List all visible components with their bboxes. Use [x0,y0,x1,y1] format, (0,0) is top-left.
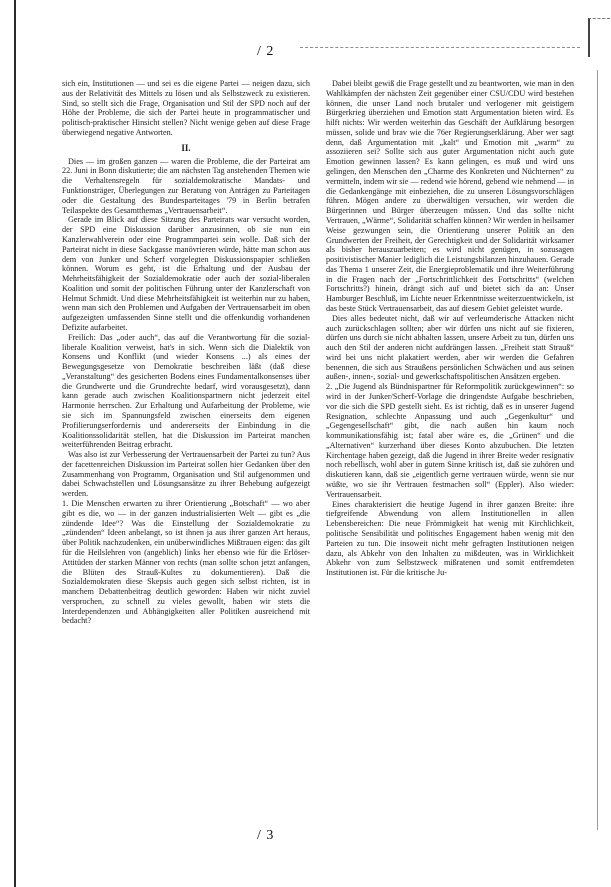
paragraph: Freilich: Das „oder auch“, das auf die Verantwortung für die sozial-liberale Koalition verweist, hat's in sich. Wenn sich die Dialektik von Konsens und Konflikt (und wieder Konsens ...) als eines der Bewegungsgesetze von Demokratie beschreiben läßt (daß diese „Veranstaltung“ des gesicherten Bodens eines Fundamentalkonsenses über die Grundwerte und die Grundrechte bedarf, wird vorausgesetzt), dann kann gerade auch zwischen Koalitionspartnern nicht jederzeit eitel Harmonie herrschen. Zur Erhaltung und Aufarbeitung der Probleme, wie sie sich im Spannungsfeld zwischen einerseits dem eigenen Profilierungserfordernis und andererseits der Einbindung in die Koalitionssolidarität stellen, hat die Diskussion im Parteirat manchen weiterführenden Beitrag erbracht. [62,332,310,450]
page-number-bottom: / 3 [257,828,275,843]
section-heading: II. [181,142,191,153]
paragraph: Gerade im Blick auf diese Sitzung des Parteirats war versucht worden, der SPD eine Diskussion darüber anzusinnen, ob sie nun ein Kanzlerwahlverein oder eine Programmpartei sein wolle. Daß sich der Parteirat nicht in diese Sackgasse manövrieren würde, hätte man schon aus dem von Junker und Scherf vorgelegten Diskussionspapier schließen können. Worum es geht, ist die Erhaltung und der Ausbau der Mehrheitsfähigkeit der Sozialdemokratie oder auch der sozial-liberalen Koalition und somit der politischen Führung unter der Kanzlerschaft von Helmut Schmidt. Und diese Mehrheitsfähigkeit ist weiterhin nur zu haben, wenn man sich den Problemen und Aufgaben der Vertrauensarbeit im oben aufgezeigten umfassenden Sinne stellt und die offenkundig vorhandenen Defizite aufarbeitet. [62,215,310,332]
top-dashed-rule [300,47,580,48]
paragraph: 1. Die Menschen erwarten zu ihrer Orientierung „Botschaft“ — wo aber gibt es die, wo — in der ganzen industrialisierten Welt — gibt es „die zündende Idee“? Was die Einstellung der Sozialdemokratie zu „zündenden“ Ideen anbelangt, so ist ihnen ja aus ihrer ganzen Art heraus, über Politik nachzudenken, ein unüberwindliches Mißtrauen eigen: das gilt für die Heilslehren von (angeblich) links her ebenso wie für die Erlöser-Attitüden der starken Männer von rechts (man sollte schon jetzt anfangen, die Blüten des Strauß-Kultes zu dokumentieren). Daß die Sozialdemokraten diese Skepsis auch gegen sich selbst richten, ist in manchem Debattenbeitrag deutlich geworden: Haben wir nicht zuviel versprochen, zu schnell zu vieles gewollt, haben wir stets die Interdependenzen und Abhängigkeiten aller Politiken ausreichend mit bedacht? [62,499,310,626]
paragraph: Dies alles bedeutet nicht, daß wir auf verleumderische Attacken nicht auch zurückschlagen sollten; aber wir dürfen uns nicht auf sie fixieren, dürfen uns durch sie nicht abhalten lassen, unsere Arbeit zu tun, dürfen uns auch den Stil der anderen nicht aufdrängen lassen. „Freiheit statt Strauß“ wird bei uns nicht plakatiert werden, aber wir werden die Gefahren benennen, die sich aus Straußens persönlichen Schwächen und aus seinen außen-, innen-, sozial- und gewerkschaftspolitischen Ansätzen ergeben. [326,313,574,382]
page-edge-left [14,0,16,887]
paragraph: Eines charakterisiert die heutige Jugend in ihrer ganzen Breite: ihre tiefgreifende Abwendung von allem Institutionellen in allen Lebensbereichen: Die neue Frömmigkeit hat wenig mit Kirchlichkeit, politische Sensibilität und politisches Engagement haben wenig mit den Parteien zu tun. Die insoweit nicht mehr gefragten Institutionen neigen dazu, als Abkehr von den Inhalten zu mißdeuten, was in Wirklichkeit Abkehr von zum Selbstzweck mißratenen und somit entfremdeten Institutionen ist. Für die kritische Ju- [326,499,574,578]
right-column [326,79,574,578]
corner-scan-mark [588,18,610,57]
page-number-top: / 2 [257,44,275,59]
paragraph: Was also ist zur Verbesserung der Vertrauensarbeit der Partei zu tun? Aus der facettenreichen Diskussion im Parteirat sollen hier Gedanken über den Zusammenhang von Programm, Organisation und Stil aufgenommen und dabei Schwachstellen und Lösungsansätze zu ihrer Behebung aufgezeigt werden. [62,450,310,499]
paragraph: Dabei bleibt gewiß die Frage gestellt und zu beantworten, wie man in den Wahlkämpfen der nächsten Zeit gegenüber einer CSU/CDU wird bestehen können, die unser Land noch brutaler und verlogener mit geistigem Bürgerkrieg überziehen und Emotion statt Argumentation bieten wird. Es hilft nichts: Wir werden weiterhin das Geschäft der Aufklärung besorgen müssen, solide und brav wie die 76er Regierungserklärung. Aber wer sagt denn, daß Argumentation mit „kalt“ und Emotion mit „warm“ zu assoziieren sei? Sollte sich aus guter Argumentation nicht auch gute Emotion gewinnen lassen? Es kann gelingen, es muß und wird uns gelingen, den Menschen den „Charme des Konkreten und Nüchternen“ zu vermitteln, indem wir sie — redend wie hörend, gebend wie nehmend — in die Gedankengänge mit einbeziehen, die zu unseren Lösungsvorschlägen führen. Mögen andere zu überwältigen versuchen, wir werden die Bürgerinnen und Bürger überzeugen müssen. Und das sollte nicht Vertrauen, „Wärme“, Solidarität schaffen können? Wir werden in heilsamer Weise gezwungen sein, die Orientierung unserer Politik an den Grundwerten der Freiheit, der Gerechtigkeit und der Solidarität wirksamer als bisher herauszuarbeiten; es wird nicht genügen, in sozusagen positivistischer Manier lediglich die Leistungsbilanzen hinzuhauen. Gerade das Thema 1 unserer Zeit, die Energieproblematik und ihre Weiterführung in die Fragen nach der „Fortschrittlichkeit des Fortschritts“ (welchen Fortschritts?) hinein, drängt sich auf und bietet sich da an: Unser Hamburger Beschluß, im Lichte neuer Erkenntnisse weiterzuentwickeln, ist das beste Stück Vertrauensarbeit, das auf diesem Gebiet geleistet wurde. [326,79,574,313]
paragraph: Dies — im großen ganzen — waren die Probleme, die der Parteirat am 22. Juni in Bonn diskutierte; die am nächsten Tag anstehenden Themen wie die Verhaltensregeln für sozialdemokratische Mandats- und Funktionsträger, Überlegungen zur Beratung von Anträgen zu Parteitagen oder die Gestaltung des Bundesparteitages '79 in Berlin betrafen Teilaspekte des Gesamtthemas „Vertrauensarbeit“. [62,156,310,215]
paragraph: sich ein, Institutionen — und sei es die eigene Partei — neigen dazu, sich aus der Relativität des Mittels zu lösen und als Selbstzweck zu existieren. Sind, so stellt sich die Frage, Organisation und Stil der SPD noch auf der Höhe der Probleme, die sich der Partei heute in programmatischer und politisch-praktischer Hinsicht stellen? Nicht wenige geben auf diese Frage überwiegend negative Antworten. [62,79,310,137]
left-column [62,79,310,626]
page-edge-right [597,70,598,830]
paragraph: 2. „Die Jugend als Bündnispartner für Reformpolitik zurückgewinnen“: so wird in der Junker/Scherf-Vorlage die dringendste Aufgabe beschrieben, vor die sich die SPD gestellt sieht. Es ist richtig, daß es in unserer Jugend Resignation, schlechte Anpassung und auch „Gegenkultur“ und „Gegengesellschaft“ gibt, die nach außen hin kaum noch kommunikationsfähig ist; fatal aber wäre es, die „Grünen“ und die „Alternativen“ kurzerhand über dieses Konto abzubuchen. Die letzten Kirchentage haben gezeigt, daß die Jugend in ihrer Breite weder resignativ noch rebellisch, wohl aber in gutem Sinne kritisch ist, daß sie zuhören und diskutieren kann, daß sie „eigentlich gerne vertrauen würde, wenn sie nur wüßte, wo sie ihr Vertrauen festmachen soll“ (Eppler). Also wieder: Vertrauensarbeit. [326,382,574,499]
